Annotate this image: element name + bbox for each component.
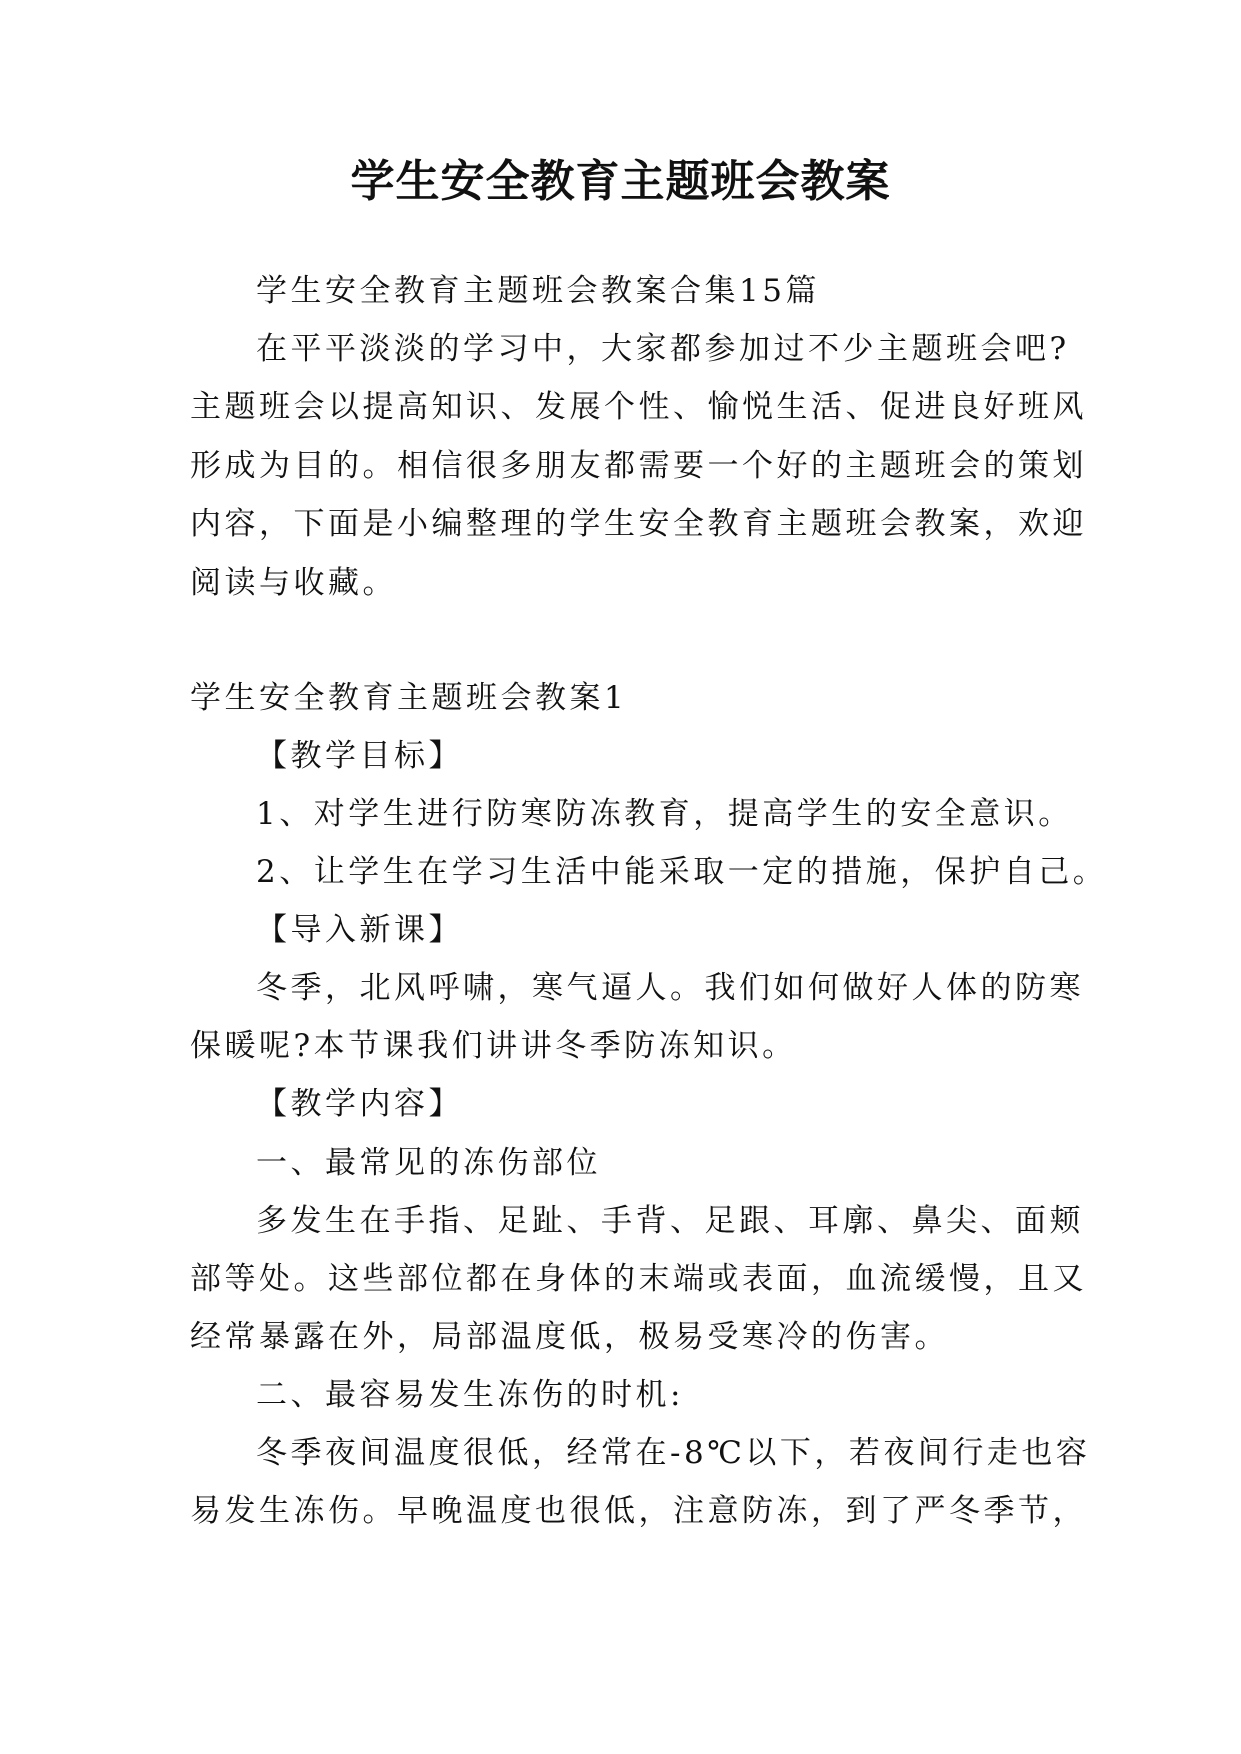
- intro-line-2: 主题班会以提高知识、发展个性、愉悦生活、促进良好班风: [190, 389, 1087, 425]
- intro-line-4: 内容，下面是小编整理的学生安全教育主题班会教案，欢迎: [190, 506, 1087, 542]
- intro-lesson-line-1: 冬季，北风呼啸，寒气逼人。我们如何做好人体的防寒: [256, 970, 1084, 1006]
- intro-line-1: 在平平淡淡的学习中，大家都参加过不少主题班会吧?: [256, 331, 1070, 367]
- point-1-line-3: 经常暴露在外，局部温度低，极易受寒冷的伤害。: [190, 1319, 949, 1355]
- point-1-line-1: 多发生在手指、足趾、手背、足跟、耳廓、鼻尖、面颊: [256, 1203, 1084, 1239]
- document-title: 学生安全教育主题班会教案: [350, 156, 891, 207]
- teaching-goal-heading: 【教学目标】: [256, 738, 463, 774]
- intro-lesson-line-2: 保暖呢?本节课我们讲讲冬季防冻知识。: [190, 1028, 797, 1064]
- intro-line-3: 形成为目的。相信很多朋友都需要一个好的主题班会的策划: [190, 448, 1087, 484]
- goal-item-2: 2、让学生在学习生活中能采取一定的措施，保护自己。: [256, 854, 1108, 890]
- point-1-heading: 一、最常见的冻伤部位: [256, 1145, 601, 1181]
- document-subtitle: 学生安全教育主题班会教案合集15篇: [256, 273, 820, 309]
- teaching-content-heading: 【教学内容】: [256, 1086, 463, 1122]
- intro-line-5: 阅读与收藏。: [190, 565, 397, 601]
- point-2-heading: 二、最容易发生冻伤的时机:: [256, 1377, 684, 1413]
- point-1-line-2: 部等处。这些部位都在身体的末端或表面，血流缓慢，且又: [190, 1261, 1087, 1297]
- section-heading: 学生安全教育主题班会教案1: [190, 680, 628, 716]
- intro-lesson-heading: 【导入新课】: [256, 912, 463, 948]
- goal-item-1: 1、对学生进行防寒防冻教育，提高学生的安全意识。: [256, 796, 1073, 832]
- point-2-line-1: 冬季夜间温度很低，经常在-8℃以下，若夜间行走也容: [256, 1435, 1091, 1471]
- point-2-line-2: 易发生冻伤。早晚温度也很低，注意防冻，到了严冬季节，: [190, 1493, 1087, 1529]
